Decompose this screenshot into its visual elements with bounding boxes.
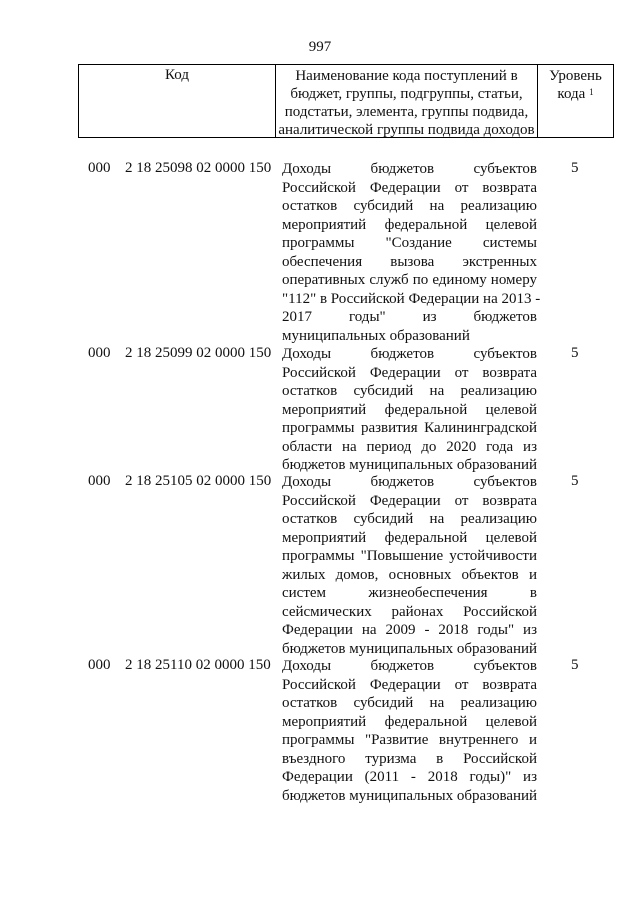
- row-description: [282, 657, 537, 805]
- header-name-line: Наименование кода поступлений в: [295, 68, 518, 84]
- description-line: остатков субсидий на реализацию: [282, 383, 537, 399]
- description-line: бюджетов муниципальных образований: [282, 457, 538, 473]
- description-line: 2017 годы" из бюджетов: [282, 309, 537, 325]
- description-line: Российской Федерации от возврата: [282, 364, 537, 381]
- description-line: программы "Повышение устойчивости: [282, 548, 537, 564]
- description-line: жилых домов, основных объектов и: [282, 566, 537, 583]
- header-code: Код: [79, 65, 276, 137]
- description-line: Российской Федерации от возврата: [282, 179, 537, 196]
- row-level: 5: [571, 345, 579, 361]
- row-prefix: 000: [88, 345, 111, 361]
- description-line: остатков субсидий на реализацию: [282, 198, 537, 214]
- description-line: бюджетов муниципальных образований: [282, 640, 538, 657]
- description-line: муниципальных образований: [282, 327, 470, 344]
- header-name: [276, 65, 538, 137]
- description-line: Российской Федерации от возврата: [282, 676, 537, 693]
- description-line: области на период до 2020 года из: [282, 438, 537, 455]
- row-level: 5: [571, 473, 579, 489]
- description-line: бюджетов муниципальных образований: [282, 787, 538, 804]
- row-description: [282, 345, 537, 475]
- header-level-text: кода: [557, 86, 586, 102]
- description-line: Федерации (2011 - 2018 годы)" из: [282, 769, 537, 785]
- row-code: 2 18 25105 02 0000 150: [125, 473, 272, 489]
- description-line: сейсмических районах Российской: [282, 603, 537, 620]
- header-name-line: подстатьи, элемента, группы подвида,: [284, 104, 529, 120]
- row-prefix: 000: [88, 657, 111, 673]
- description-line: оперативных служб по единому номеру: [282, 272, 537, 288]
- description-line: Российской Федерации от возврата: [282, 492, 537, 509]
- description-line: систем жизнеобеспечения в: [282, 585, 537, 601]
- footnote-marker: 1: [589, 87, 594, 97]
- description-line: мероприятий федеральной целевой: [282, 713, 537, 730]
- row-level: 5: [571, 657, 579, 673]
- description-line: мероприятий федеральной целевой: [282, 529, 537, 546]
- description-line: Доходы бюджетов субъектов: [282, 346, 537, 362]
- description-line: мероприятий федеральной целевой: [282, 401, 537, 418]
- row-code: 2 18 25099 02 0000 150: [125, 345, 272, 361]
- page-number: 997: [308, 39, 332, 55]
- description-line: Доходы бюджетов субъектов: [282, 658, 537, 674]
- row-prefix: 000: [88, 473, 111, 489]
- row-prefix: 000: [88, 160, 111, 176]
- description-line: программы "Развитие внутреннего и: [282, 732, 537, 748]
- row-code: 2 18 25110 02 0000 150: [125, 657, 271, 673]
- description-line: программы развития Калининградской: [282, 420, 537, 436]
- description-line: мероприятий федеральной целевой: [282, 216, 537, 233]
- description-line: "112" в Российской Федерации на 2013 -: [282, 290, 541, 307]
- table-header: [78, 64, 614, 138]
- row-description: [282, 473, 537, 658]
- row-description: [282, 160, 541, 345]
- description-line: Федерации на 2009 - 2018 годы" из: [282, 622, 537, 638]
- header-name-line: аналитической группы подвида доходов: [278, 122, 535, 138]
- row-level: 5: [571, 160, 579, 176]
- description-line: въездного туризма в Российской: [282, 750, 537, 767]
- description-line: остатков субсидий на реализацию: [282, 511, 537, 527]
- description-line: Доходы бюджетов субъектов: [282, 474, 537, 490]
- description-line: программы "Создание системы: [282, 235, 537, 251]
- header-level: [538, 65, 613, 137]
- description-line: остатков субсидий на реализацию: [282, 695, 537, 711]
- description-line: Доходы бюджетов субъектов: [282, 161, 537, 177]
- header-level-line: Уровень: [549, 68, 602, 84]
- description-line: обеспечения вызова экстренных: [282, 253, 537, 270]
- row-code: 2 18 25098 02 0000 150: [125, 160, 272, 176]
- header-level-line: [538, 85, 613, 103]
- header-name-line: бюджет, группы, подгруппы, статьи,: [290, 86, 523, 102]
